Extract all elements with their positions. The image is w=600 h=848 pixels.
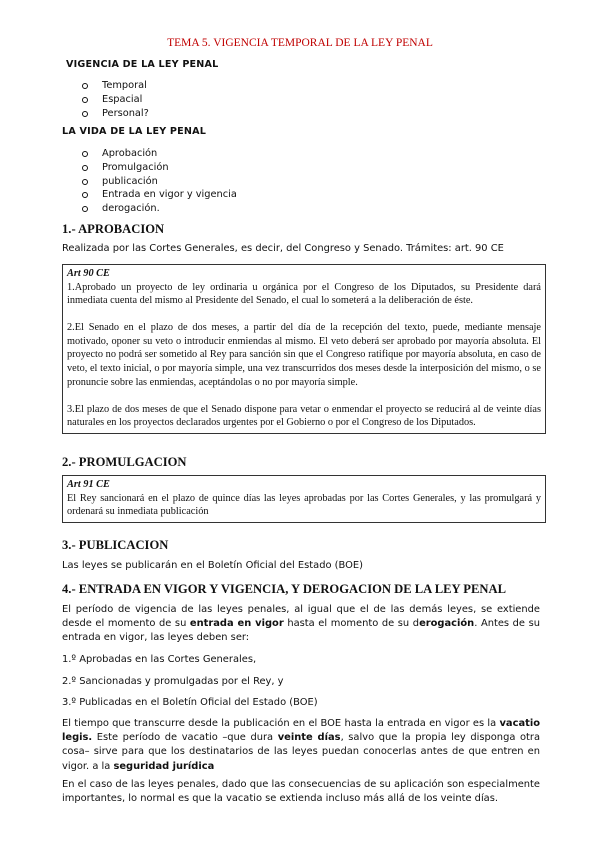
section-2-heading: 2.- PROMULGACION <box>62 455 187 469</box>
section-4-item-1: 1.º Aprobadas en las Cortes Generales, <box>62 654 257 665</box>
list-item: publicación <box>82 175 237 189</box>
list-item: Personal? <box>82 107 149 121</box>
section-4-item-3: 3.º Publicadas en el Boletín Oficial del Estado (BOE) <box>62 697 318 708</box>
section-4-item-2: 2.º Sancionadas y promulgadas por el Rey, y <box>62 676 284 687</box>
bullet-icon <box>82 179 88 185</box>
list-item: Temporal <box>82 79 149 93</box>
section-4-p2: El tiempo que transcurre desde la publicación en el BOE hasta la entrada en vigor es la vacatio legis. Este período de vacatio –que dura veinte días, salvo que la propia ley disponga otra cosa– sirve para que los destinatarios de las leyes puedan conocerlas antes de que entren en vigor. a la seguridad jurídica <box>62 718 541 772</box>
bullet-icon <box>82 83 88 89</box>
bullet-icon <box>82 206 88 212</box>
art-91-title: Art 91 CE <box>67 479 110 490</box>
bullet-icon <box>82 165 88 171</box>
section-4-p3: En el caso de las leyes penales, dado que las consecuencias de su aplicación son especialmente importantes, lo normal es que la vacatio se extienda incluso más allá de los veinte días. <box>62 779 540 805</box>
list-item: Entrada en vigor y vigencia <box>82 188 237 202</box>
list-item: Espacial <box>82 93 149 107</box>
list-item: derogación. <box>82 202 237 216</box>
art-90-title: Art 90 CE <box>67 268 110 279</box>
bullet-icon <box>82 97 88 103</box>
section-4-p1: El período de vigencia de las leyes penales, al igual que el de las demás leyes, se extiende desde el momento de su entrada en vigor hasta el momento de su derogación. Antes de su entrada en vigor, las leyes deben ser: <box>62 604 540 644</box>
section-3-text: Las leyes se publicarán en el Boletín Oficial del Estado (BOE) <box>62 560 363 571</box>
vigencia-list <box>82 79 149 120</box>
section-4-heading: 4.- ENTRADA EN VIGOR Y VIGENCIA, Y DEROGACION DE LA LEY PENAL <box>62 582 506 596</box>
list-item: Aprobación <box>82 147 237 161</box>
vida-list <box>82 147 237 216</box>
bullet-icon <box>82 111 88 117</box>
vida-heading: LA VIDA DE LA LEY PENAL <box>62 126 207 137</box>
bullet-icon <box>82 192 88 198</box>
art-90-p1: 1.Aprobado un proyecto de ley ordinaria u orgánica por el Congreso de los Diputados, su Presidente dará inmediata cuenta del mismo al Presidente del Senado, el cual lo someterá a la deliberación de éste. <box>67 281 541 307</box>
list-item: Promulgación <box>82 161 237 175</box>
document-title: TEMA 5. VIGENCIA TEMPORAL DE LA LEY PENAL <box>167 37 433 49</box>
art-90-p3: 3.El plazo de dos meses de que el Senado dispone para vetar o enmendar el proyecto se reducirá al de veinte días naturales en los proyectos declarados urgentes por el Gobierno o por el Congreso de los Diputados. <box>67 403 541 429</box>
vigencia-heading: VIGENCIA DE LA LEY PENAL <box>66 59 219 70</box>
art-90-p2: 2.El Senado en el plazo de dos meses, a partir del día de la recepción del texto, puede, mediante mensaje motivado, oponer su veto o introducir enmiendas al mismo. El veto deberá ser aprobado por mayoría absoluta. El proyecto no podrá ser sometido al Rey para sanción sin que el Congreso ratifique por mayoría absoluta, en caso de veto, el texto inicial, o por mayoría simple, una vez transcurridos dos meses desde la interposición del mismo, o se pronuncie sobre las enmiendas, aceptándolas o no por mayoría simple. <box>67 322 541 388</box>
section-1-intro: Realizada por las Cortes Generales, es decir, del Congreso y Senado. Trámites: art. 90 CE <box>62 243 504 254</box>
section-3-heading: 3.- PUBLICACION <box>62 538 169 552</box>
bullet-icon <box>82 151 88 157</box>
art-91-text: El Rey sancionará en el plazo de quince días las leyes aprobadas por las Cortes Generales, y las promulgará y ordenará su inmediata publicación <box>67 492 541 518</box>
art-91-box <box>62 475 546 523</box>
art-90-box <box>62 264 546 434</box>
section-1-heading: 1.- APROBACION <box>62 222 165 236</box>
